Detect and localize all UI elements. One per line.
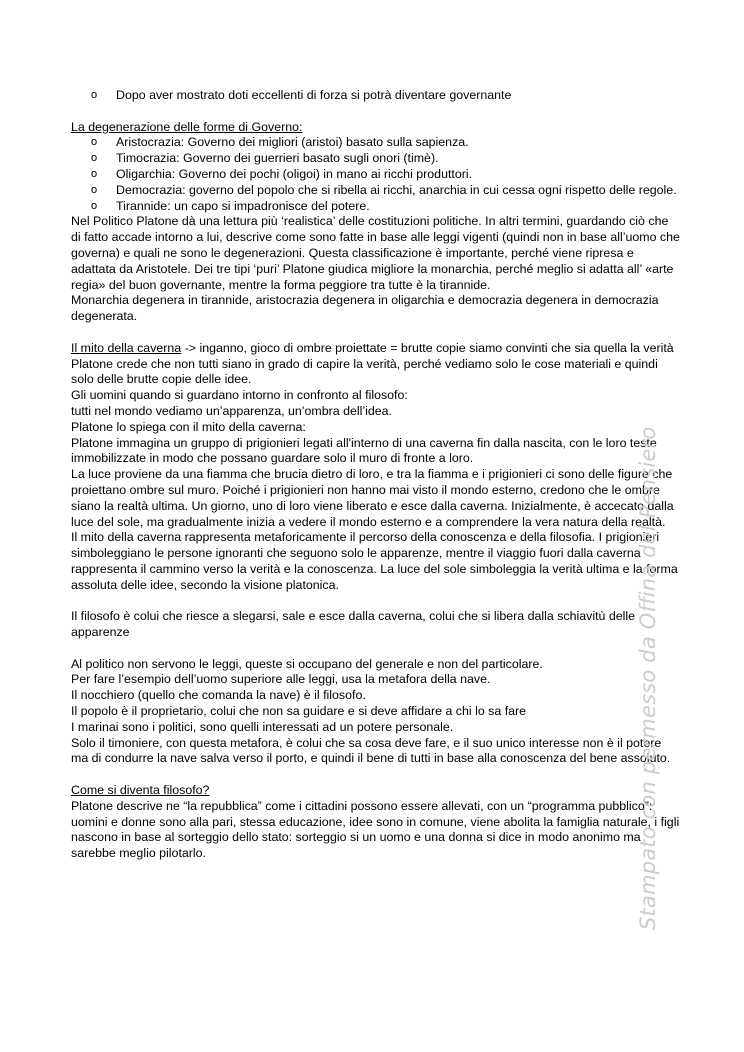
paragraph: La luce proviene da una fiamma che brucia dietro di loro, e tra la fiamma e i prigionieri ci sono delle figure che proiettano ombre sul muro. Poiché i prigionieri non hanno mai visto il mondo esterno, credono che le ombre siano la realtà ultima. Un giorno, uno di loro viene liberato e esce dalla caverna. Inizialmente, è accecato dalla luce del sole, ma gradualmente inizia a vedere il mondo esterno e a comprendere la vera natura della realtà. (71, 467, 674, 529)
paragraph: Il nocchiero (quello che comanda la nave) è il filosofo. (71, 688, 366, 703)
section-heading-caverna: Il mito della caverna (71, 340, 182, 355)
paragraph: Platone lo spiega con il mito della caverna: (71, 419, 306, 434)
paragraph: Per fare l’esempio dell’uomo superiore alle leggi, usa la metafora della nave. (71, 672, 491, 687)
paragraph: I marinai sono i politici, sono quelli interessati ad un potere personale. (71, 719, 454, 734)
paragraph: tutti nel mondo vediamo un’apparenza, un’ombra dell’idea. (71, 403, 392, 418)
bullet-marker: o (91, 199, 98, 212)
bullet-marker: o (91, 183, 98, 196)
bullet-text: Aristocrazia: Governo dei migliori (aristoi) basato sulla sapienza. (116, 135, 469, 150)
bullet-marker: o (91, 152, 98, 165)
list-item (71, 88, 681, 104)
paragraph (71, 341, 681, 357)
paragraph: Platone crede che non tutti siano in grado di capire la verità, perché vediamo solo le cose materiali e quindi solo delle brutte copie delle idee. (71, 356, 658, 387)
list-item (71, 199, 681, 215)
bullet-text: Dopo aver mostrato doti eccellenti di forza si potrà diventare governante (116, 88, 512, 102)
list-item (71, 183, 681, 199)
paragraph: Il popolo è il proprietario, colui che non sa guidare e si deve affidare a chi lo sa fare (71, 704, 527, 719)
bullet-text: Tirannide: un capo si impadronisce del potere. (116, 198, 370, 213)
list-item (71, 167, 681, 183)
list-item (71, 151, 681, 167)
bullet-text: Timocrazia: Governo dei guerrieri basato sugli onori (timè). (116, 151, 439, 166)
section-heading-degenerazione: La degenerazione delle forme di Governo: (71, 119, 303, 134)
watermark: Stampato con permesso da Offina del Pensiero (636, 426, 660, 930)
paragraph: Monarchia degenera in tirannide, aristocrazia degenera in oligarchia e democrazia degenera in democrazia degenerata. (71, 293, 659, 324)
bullet-marker: o (91, 89, 98, 101)
paragraph: Platone descrive ne “la repubblica” come i cittadini possono essere allevati, con un “programma pubblico”: uomini e donne sono alla pari, stessa educazione, idee sono in comune, viene abolita la famiglia naturale, i figli nascono in base al sorteggio dello stato: sorteggio si un uomo e una donna si dice in modo anonimo ma sarebbe meglio pilotarlo. (71, 798, 680, 861)
paragraph: Gli uomini quando si guardano intorno in confronto al filosofo: (71, 388, 408, 403)
paragraph: Platone immagina un gruppo di prigionieri legati all'interno di una caverna fin dalla nascita, con le loro teste immobilizzate in modo che possano guardare solo il muro di fronte a loro. (71, 435, 657, 466)
bullet-text: Democrazia: governo del popolo che si ribella ai ricchi, anarchia in cui cessa ogni rispetto delle regole. (116, 182, 677, 197)
document-page (71, 88, 681, 862)
bullet-text: Oligarchia: Governo dei pochi (oligoi) in mano ai ricchi produttori. (116, 166, 473, 181)
section-heading-diventa: Come si diventa filosofo? (71, 783, 210, 798)
paragraph: Al politico non servono le leggi, queste si occupano del generale e non del particolare. (71, 656, 543, 671)
paragraph: Nel Politico Platone dà una lettura più ‘realistica’ delle costituzioni politiche. In altri termini, guardando ciò che di fatto accade intorno a lui, descrive come sono fatte in base alle leggi vigenti (quindi non in base all’uomo che governa) e quali ne sono le degenerazioni. Questa classificazione è importante, perché viene ripresa e adattata da Aristotele. Dei tre tipi ‘puri’ Platone giudica migliore la monarchia, perché meglio si adatta all’ «arte regia» del buon governante, mentre la forma peggiore tra tutte è la tirannide. (71, 214, 680, 292)
bullet-marker: o (91, 167, 98, 180)
heading-continuation: -> inganno, gioco di ombre proiettate = brutte copie siamo convinti che sia quella la verità (181, 340, 674, 355)
list-item (71, 135, 681, 151)
paragraph: Solo il timoniere, con questa metafora, è colui che sa cosa deve fare, e il suo unico interesse non è il potere ma di condurre la nave salva verso il porto, e quindi il bene di tutti in base alla conoscenza del bene assoluto. (71, 735, 671, 766)
paragraph: Il mito della caverna rappresenta metaforicamente il percorso della conoscenza e della filosofia. I prigionieri simboleggiano le persone ignoranti che seguono solo le apparenze, mentre il viaggio fuori dalla caverna rappresenta il cammino verso la verità e la conoscenza. La luce del sole simboleggia la verità ultima e la forma assoluta delle idee, secondo la visione platonica. (71, 530, 678, 592)
bullet-marker: o (91, 136, 98, 149)
paragraph: Il filosofo è colui che riesce a slegarsi, sale e esce dalla caverna, colui che si libera dalla schiavitù delle apparenze (71, 609, 636, 640)
